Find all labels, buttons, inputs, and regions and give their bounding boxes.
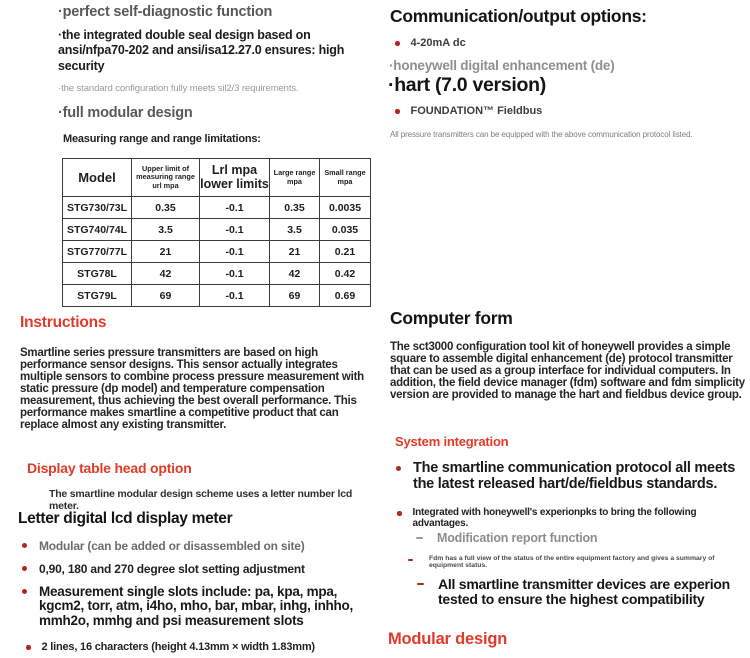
bullet-icon bbox=[395, 109, 400, 114]
value-cell: 0.69 bbox=[320, 285, 371, 307]
list-item bbox=[26, 641, 356, 653]
value-cell: 21 bbox=[270, 241, 320, 263]
bullet-icon bbox=[396, 466, 401, 471]
list-item bbox=[22, 585, 364, 628]
value-cell: 0.035 bbox=[320, 219, 371, 241]
bullet-icon bbox=[22, 566, 27, 571]
column-header: Model bbox=[63, 159, 132, 197]
list-item-label: Measurement single slots include: pa, kpa, mpa, kgcm2, torr, atm, i4ho, mho, bar, mbar, inhg, inhho, mmh2o, mmhg and psi measurement slots bbox=[39, 584, 354, 628]
value-cell: 0.0035 bbox=[320, 197, 371, 219]
column-header: Lrl mpa lower limits bbox=[200, 159, 270, 197]
value-cell: -0.1 bbox=[200, 263, 270, 285]
bullet-icon bbox=[22, 589, 27, 594]
value-cell: 3.5 bbox=[270, 219, 320, 241]
value-cell: 0.35 bbox=[270, 197, 320, 219]
model-cell: STG730/73L bbox=[63, 197, 132, 219]
feature-item: ·full modular design bbox=[58, 104, 193, 121]
dash-icon bbox=[416, 537, 423, 539]
list-item bbox=[396, 461, 741, 492]
sub-list-item bbox=[416, 531, 736, 545]
dash-icon bbox=[408, 559, 413, 561]
feature-list bbox=[58, 3, 366, 122]
value-cell: -0.1 bbox=[200, 285, 270, 307]
de-option-line: ·honeywell digital enhancement (de) bbox=[389, 58, 615, 73]
list-item-label: 0,90, 180 and 270 degree slot setting adjustment bbox=[39, 562, 305, 576]
table-row bbox=[63, 219, 371, 241]
list-item-label: Modular (can be added or disassembled on site) bbox=[39, 539, 305, 553]
table-row bbox=[63, 197, 371, 219]
table-caption: Measuring range and range limitations: bbox=[63, 133, 261, 145]
value-cell: 69 bbox=[270, 285, 320, 307]
modular-design-heading: Modular design bbox=[388, 630, 508, 648]
instructions-body: Smartline series pressure transmitters are based on high performance sensor designs. This sensor actually integrates multiple sensors to combine process pressure measurement with static pressure (dp model) and temperature compensation measurement, thus achieving the best overall performance. This performance makes smartline a competitive product that can replace almost any existing transmitter. bbox=[20, 347, 364, 432]
communication-heading: Communication/output options: bbox=[390, 6, 647, 26]
model-cell: STG79L bbox=[63, 285, 132, 307]
value-cell: 42 bbox=[132, 263, 200, 285]
feature-item: ·perfect self-diagnostic function bbox=[58, 4, 273, 20]
list-item-label: FOUNDATION™ Fieldbus bbox=[410, 105, 543, 117]
hart-option-line: ·hart (7.0 version) bbox=[388, 74, 546, 96]
table-row bbox=[63, 285, 371, 307]
list-item bbox=[22, 562, 352, 576]
value-cell: -0.1 bbox=[200, 241, 270, 263]
list-item bbox=[395, 105, 695, 117]
bullet-icon bbox=[26, 645, 31, 650]
value-cell: 42 bbox=[270, 263, 320, 285]
list-item-label: 4-20mA dc bbox=[410, 37, 466, 49]
display-option-note: The smartline modular design scheme uses a letter number lcd meter. bbox=[49, 488, 353, 512]
table-row bbox=[63, 263, 371, 285]
value-cell: -0.1 bbox=[200, 219, 270, 241]
bullet-icon bbox=[397, 511, 402, 516]
computer-form-body: The sct3000 configuration tool kit of honeywell provides a simple square to assemble digital enhancement (de) protocol transmitter that can be used as a group interface for individual computers. In addition, the field device manager (fdm) software and fdm simplicity version are provided to manage the hart and fieldbus device group. bbox=[390, 341, 745, 402]
sub-list-item bbox=[408, 555, 743, 569]
instructions-heading: Instructions bbox=[20, 314, 107, 331]
value-cell: 0.35 bbox=[132, 197, 200, 219]
value-cell: -0.1 bbox=[200, 197, 270, 219]
model-cell: STG740/74L bbox=[63, 219, 132, 241]
bullet-icon bbox=[22, 543, 27, 548]
column-header: Large range mpa bbox=[270, 159, 320, 197]
communication-note: All pressure transmitters can be equipped with the above communication protocol listed. bbox=[390, 130, 693, 139]
value-cell: 0.21 bbox=[320, 241, 371, 263]
list-item-label: 2 lines, 16 characters (height 4.13mm × width 1.83mm) bbox=[41, 641, 315, 653]
sub-list-item-label: Fdm has a full view of the status of the entire equipment factory and gives a summary of equipment status. bbox=[429, 555, 715, 569]
value-cell: 21 bbox=[132, 241, 200, 263]
system-integration-heading: System integration bbox=[395, 434, 509, 449]
feature-item: ·the integrated double seal design based on ansi/nfpa70-202 and ansi/isa12.27.0 ensures: high security bbox=[58, 28, 345, 73]
list-item bbox=[397, 507, 737, 529]
list-item bbox=[395, 37, 695, 49]
list-item-label: Integrated with honeywell's experionpks to bring the following advantages. bbox=[412, 507, 697, 529]
display-option-heading: Display table head option bbox=[27, 460, 192, 476]
sub-list-item-label: Modification report function bbox=[437, 531, 598, 545]
lcd-meter-heading: Letter digital lcd display meter bbox=[18, 510, 233, 527]
value-cell: 69 bbox=[132, 285, 200, 307]
feature-item: ·the standard configuration fully meets sil2/3 requirements. bbox=[58, 82, 299, 94]
computer-form-heading: Computer form bbox=[390, 308, 513, 328]
table-row bbox=[63, 241, 371, 263]
value-cell: 3.5 bbox=[132, 219, 200, 241]
column-header: Small range mpa bbox=[320, 159, 371, 197]
model-cell: STG770/77L bbox=[63, 241, 132, 263]
sub-list-item-label: All smartline transmitter devices are experion tested to ensure the highest compatibility bbox=[438, 576, 730, 608]
dash-icon bbox=[417, 583, 424, 585]
value-cell: 0.42 bbox=[320, 263, 371, 285]
bullet-icon bbox=[395, 41, 400, 46]
model-cell: STG78L bbox=[63, 263, 132, 285]
table-header-row bbox=[63, 159, 371, 197]
list-item-label: The smartline communication protocol all meets the latest released hart/de/fieldbus standards. bbox=[413, 460, 736, 492]
sub-list-item bbox=[417, 577, 747, 607]
column-header: Upper limit of measuring range url mpa bbox=[132, 159, 200, 197]
measuring-range-table bbox=[62, 158, 371, 307]
list-item bbox=[22, 539, 352, 553]
